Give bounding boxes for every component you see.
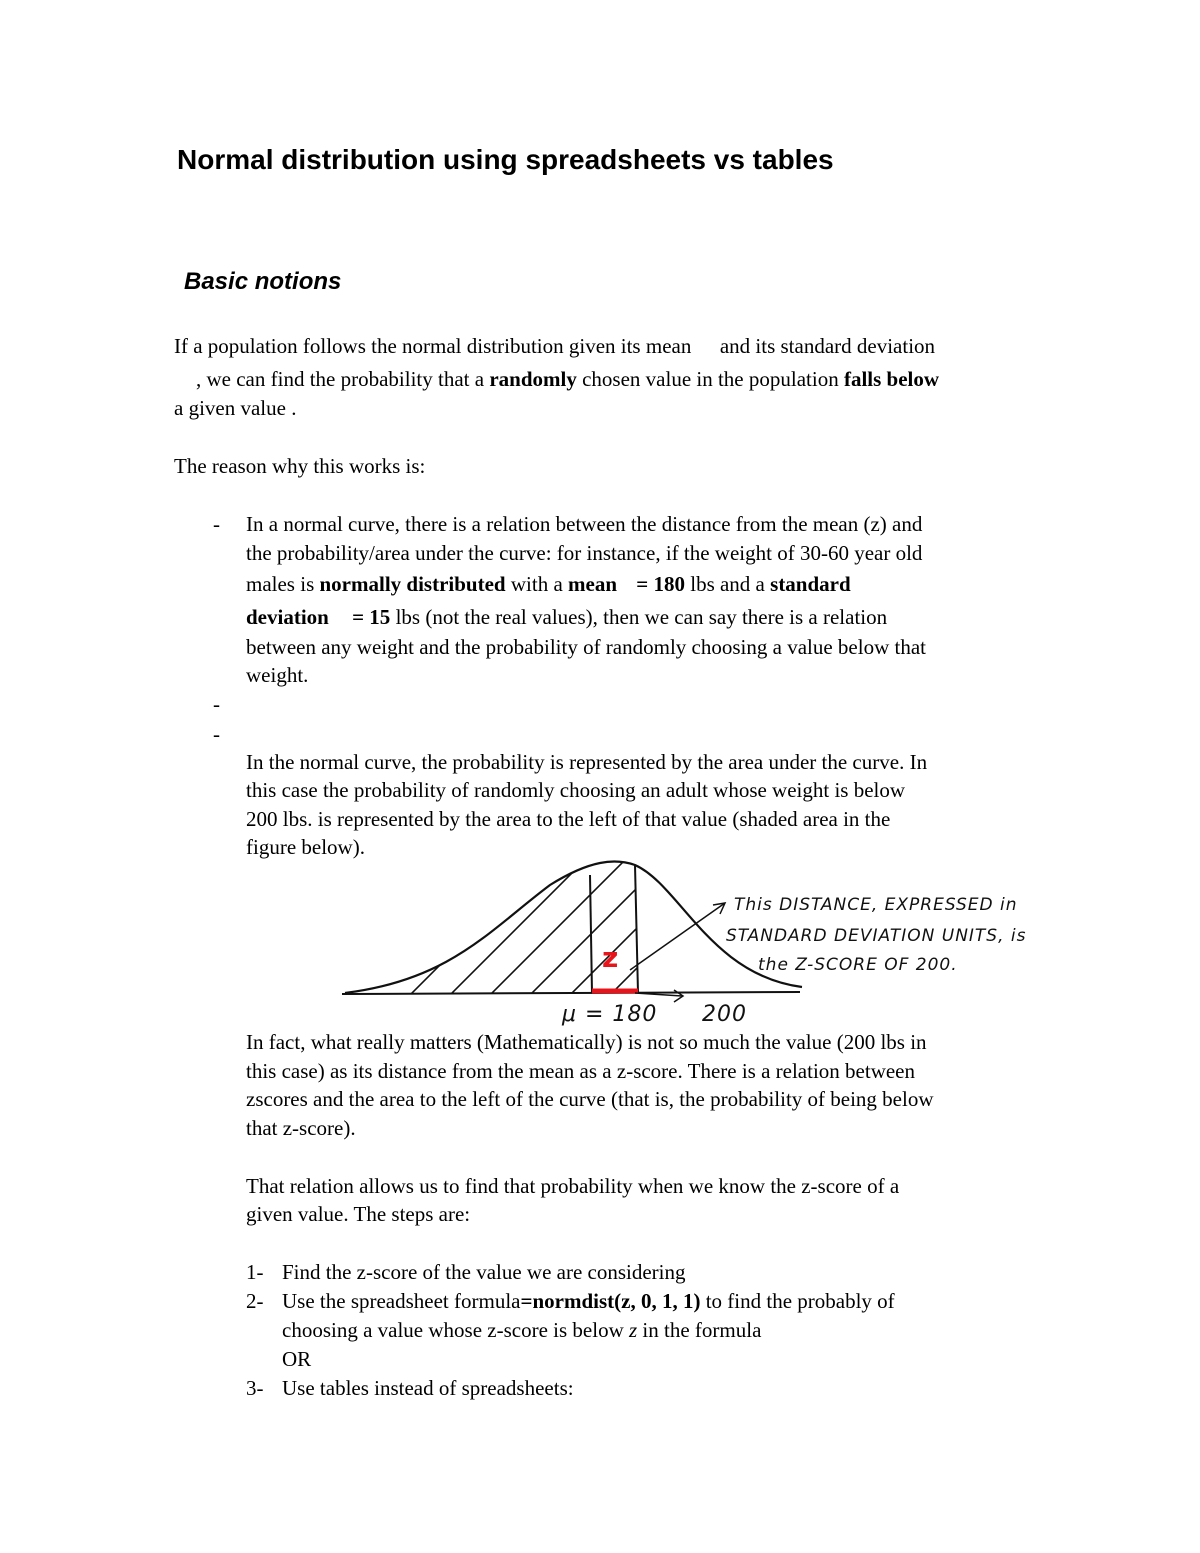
bullet-dash: -: [213, 722, 220, 746]
formula: =normdist(z, 0, 1, 1): [520, 1289, 701, 1313]
bullet1-line-6: weight.: [246, 663, 309, 687]
relation-line-1: That relation allows us to find that probability when we know the z-score of a: [246, 1174, 900, 1198]
fact-line-2: this case) as its distance from the mean as a z-score. There is a relation between: [246, 1059, 916, 1083]
bullet1-text: with a: [510, 572, 563, 596]
step-2-line-1: [282, 1287, 895, 1316]
note-line-2: STANDARD DEVIATION UNITS, is: [726, 926, 1027, 946]
z-variable: z: [628, 1318, 638, 1342]
reason-line: The reason why this works is:: [174, 454, 426, 478]
bullet1-text: lbs and a: [690, 572, 765, 596]
step-2-text: Use the spreadsheet formula: [282, 1289, 521, 1313]
fact-line-4: that z-score).: [246, 1116, 356, 1140]
bullet2-line-4: figure below).: [246, 835, 365, 859]
bullet1-text: lbs (not the real values), then we can say there is a relation: [395, 605, 888, 629]
step-1-text: Find the z-score of the value we are considering: [282, 1260, 686, 1284]
section-heading: Basic notions: [184, 268, 342, 295]
step-number: 2-: [246, 1289, 264, 1313]
relation-line-2: given value. The steps are:: [246, 1202, 471, 1226]
bullet1-emphasis: normally distributed: [319, 572, 506, 596]
intro-line-3: a given value .: [174, 396, 297, 420]
mu-label: μ = 180: [562, 1002, 658, 1027]
bullet1-line-2: the probability/area under the curve: for instance, if the weight of 30-60 year old: [246, 541, 923, 565]
step-number: 3-: [246, 1376, 264, 1400]
intro-text: If a population follows the normal distribution given its mean: [174, 334, 692, 358]
z-label: z: [602, 941, 619, 974]
fact-line-3: zscores and the area to the left of the curve (that is, the probability of being below: [246, 1087, 934, 1111]
bullet-dash: -: [213, 512, 220, 536]
bullet-dash: -: [213, 692, 220, 716]
bullet1-emphasis: deviation: [246, 605, 329, 629]
normal-curve-figure: [330, 855, 1070, 1030]
intro-text: , we can find the probability that a: [196, 367, 485, 391]
or-label: OR: [282, 1347, 312, 1371]
step-2-text: choosing a value whose z-score is below: [282, 1318, 624, 1342]
intro-emphasis: falls below: [843, 367, 940, 391]
bullet1-emphasis: = 180: [636, 572, 685, 596]
fact-line-1: In fact, what really matters (Mathematically) is not so much the value (200 lbs in: [246, 1030, 927, 1054]
bullet1-text: males is: [246, 572, 315, 596]
intro-text: and its standard deviation: [719, 334, 936, 358]
step-2-text: to find the probably of: [705, 1289, 895, 1313]
bullet2-line-1: In the normal curve, the probability is represented by the area under the curve. In: [246, 750, 928, 774]
step-3-text: Use tables instead of spreadsheets:: [282, 1376, 574, 1400]
bullet1-line-3: [246, 570, 851, 599]
page-title: Normal distribution using spreadsheets vs tables: [177, 144, 834, 175]
bullet1-line-5: between any weight and the probability of randomly choosing a value below that: [246, 635, 926, 659]
x-value-label: 200: [702, 1002, 747, 1027]
step-2-text: in the formula: [642, 1318, 762, 1342]
step-number: 1-: [246, 1260, 264, 1284]
note-line-3: the Z-SCORE OF 200.: [758, 955, 958, 975]
step-2-line-2: [282, 1316, 761, 1345]
bullet1-line-4: [246, 603, 887, 632]
intro-emphasis: randomly: [489, 367, 577, 391]
intro-line-1: [174, 332, 935, 361]
bullet2-line-3: 200 lbs. is represented by the area to the left of that value (shaded area in the: [246, 807, 891, 831]
intro-text: chosen value in the population: [582, 367, 839, 391]
bullet1-line-1: In a normal curve, there is a relation between the distance from the mean (z) and: [246, 512, 923, 536]
note-line-1: This DISTANCE, EXPRESSED in: [734, 895, 1018, 915]
bullet1-emphasis: standard: [770, 572, 851, 596]
intro-line-2: [196, 365, 939, 394]
bullet1-emphasis: mean: [568, 572, 618, 596]
bullet2-line-2: this case the probability of randomly choosing an adult whose weight is below: [246, 778, 906, 802]
bullet1-emphasis: = 15: [352, 605, 391, 629]
arrow-line: [630, 903, 725, 970]
